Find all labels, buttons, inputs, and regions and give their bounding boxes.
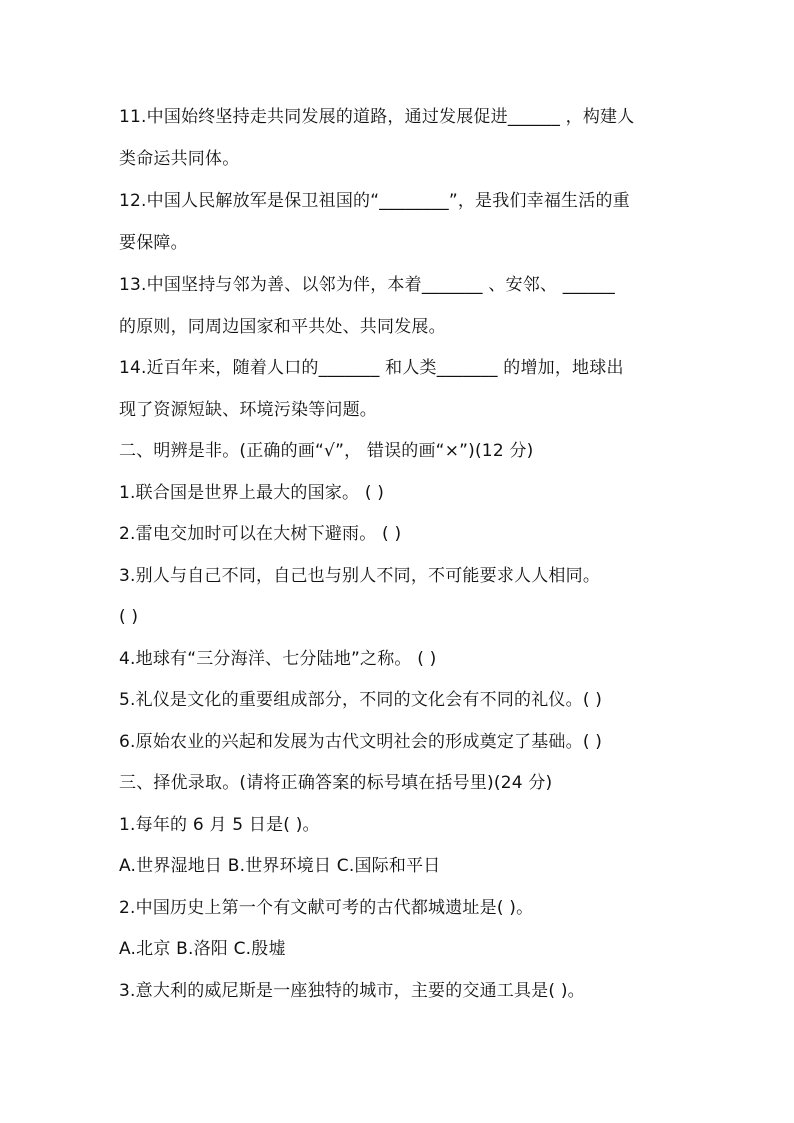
tf-5: 5.礼仪是文化的重要组成部分，不同的文化会有不同的礼仪。( )	[119, 690, 603, 710]
q12-line-2: 要保障。	[119, 233, 188, 253]
mc-2-options: A.北京 B.洛阳 C.殷墟	[119, 939, 286, 959]
q12-line-1: 12.中国人民解放军是保卫祖国的“________”，是我们幸福生活的重	[119, 191, 630, 211]
q11-line-2: 类命运共同体。	[119, 149, 240, 169]
mc-3-question: 3.意大利的威尼斯是一座独特的城市，主要的交通工具是( )。	[119, 981, 585, 1001]
section-2-heading: 二、明辨是非。(正确的画“√”， 错误的画“×”)(12 分)	[119, 441, 534, 461]
mc-1-options: A.世界湿地日 B.世界环境日 C.国际和平日	[119, 856, 441, 876]
q13-line-1: 13.中国坚持与邻为善、以邻为伴，本着_______ 、安邻、 ______	[119, 275, 615, 295]
tf-2: 2.雷电交加时可以在大树下避雨。 ( )	[119, 524, 402, 544]
q14-line-2: 现了资源短缺、环境污染等问题。	[119, 400, 377, 420]
section-3-heading: 三、择优录取。(请将正确答案的标号填在括号里)(24 分)	[119, 773, 553, 793]
q11-line-1: 11.中国始终坚持走共同发展的道路，通过发展促进______ ，构建人	[119, 107, 635, 127]
q13-line-2: 的原则，同周边国家和平共处、共同发展。	[119, 317, 446, 337]
tf-1: 1.联合国是世界上最大的国家。 ( )	[119, 483, 385, 503]
tf-3-line-1: 3.别人与自己不同，自己也与别人不同，不可能要求人人相同。	[119, 566, 601, 586]
mc-2-question: 2.中国历史上第一个有文献可考的古代都城遗址是( )。	[119, 898, 534, 918]
tf-3-line-2: ( )	[119, 607, 139, 627]
tf-4: 4.地球有“三分海洋、七分陆地”之称。 ( )	[119, 649, 437, 669]
mc-1-question: 1.每年的 6 月 5 日是( )。	[119, 815, 320, 835]
q14-line-1: 14.近百年来，随着人口的_______ 和人类_______ 的增加，地球出	[119, 358, 624, 378]
tf-6: 6.原始农业的兴起和发展为古代文明社会的形成奠定了基础。( )	[119, 732, 603, 752]
